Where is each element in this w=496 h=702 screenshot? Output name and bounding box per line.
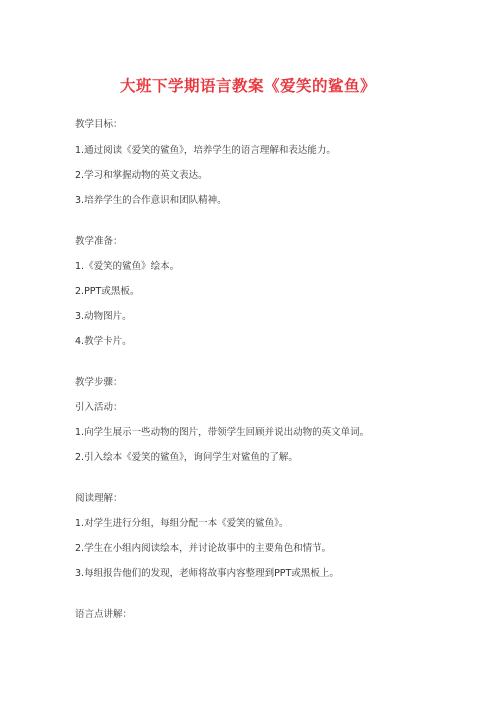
step-item: 3.每组报告他们的发现，老师将故事内容整理到PPT或黑板上。: [75, 568, 339, 579]
section-heading-objectives: 教学目标：: [75, 119, 123, 130]
subsection-heading-reading: 阅读理解：: [75, 493, 123, 504]
subsection-heading-intro: 引入活动：: [75, 402, 123, 413]
preparation-item: 3.动物图片。: [75, 311, 132, 322]
section-heading-steps: 教学步骤：: [75, 377, 123, 388]
objective-item: 3.培养学生的合作意识和团队精神。: [75, 195, 227, 206]
step-item: 2.引入绘本《爱笑的鲨鱼》，询问学生对鲨鱼的了解。: [75, 452, 298, 463]
step-item: 1.向学生展示一些动物的图片，带领学生回顾并说出动物的英文单词。: [75, 427, 370, 438]
section-heading-preparation: 教学准备：: [75, 236, 123, 247]
preparation-item: 4.教学卡片。: [75, 336, 132, 347]
step-item: 2.学生在小组内阅读绘本，并讨论故事中的主要角色和情节。: [75, 543, 332, 554]
preparation-item: 2.PPT或黑板。: [75, 286, 140, 297]
objective-item: 2.学习和掌握动物的英文表达。: [75, 170, 208, 181]
document-title: 大班下学期语言教案《爱笑的鲨鱼》: [119, 77, 376, 95]
objective-item: 1.通过阅读《爱笑的鲨鱼》，培养学生的语言理解和表达能力。: [75, 145, 336, 156]
preparation-item: 1.《爱笑的鲨鱼》绘本。: [75, 261, 180, 272]
step-item: 1.对学生进行分组，每组分配一本《爱笑的鲨鱼》。: [75, 518, 289, 529]
subsection-heading-language-points: 语言点讲解：: [75, 609, 133, 620]
